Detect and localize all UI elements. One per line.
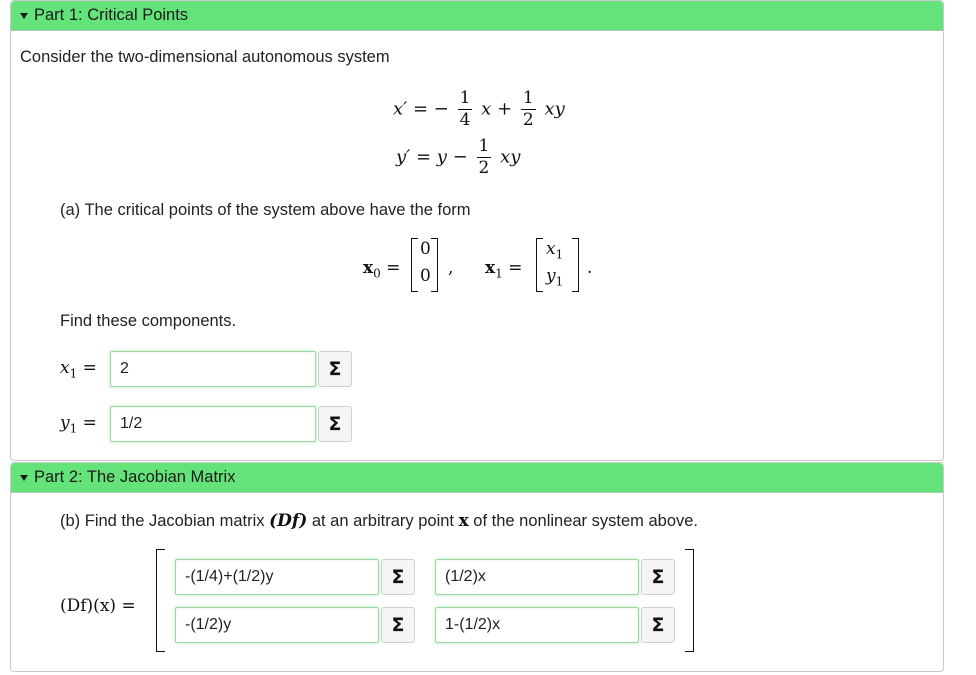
jacobian-entry-1-1-sigma-icon[interactable]: Σ: [381, 559, 415, 595]
jacobian-entry-2-2-input[interactable]: [435, 607, 639, 643]
x0-right-bracket: [431, 238, 438, 292]
jacobian-entry-1-1-input[interactable]: [175, 559, 379, 595]
equation-y-prime: y′ = y − $\frac{1}{2}$ xy: [396, 136, 521, 178]
x1-right-bracket: [572, 238, 579, 292]
part-1-title: Part 1: Critical Points: [34, 6, 189, 24]
y1-equation-editor-sigma-icon[interactable]: Σ: [318, 406, 352, 442]
x1-answer-input[interactable]: [110, 351, 316, 387]
x1-label: $x_1$ =: [485, 258, 523, 281]
collapse-caret-icon[interactable]: [20, 475, 28, 481]
jacobian-entry-1-2-sigma-icon[interactable]: Σ: [641, 559, 675, 595]
question-a-text: (a) The critical points of the system above have the form: [60, 201, 471, 219]
x0-component-2: 0: [420, 266, 431, 286]
x0-left-bracket: [411, 238, 418, 292]
collapse-caret-icon[interactable]: [20, 13, 28, 19]
jacobian-entry-2-1-input[interactable]: [175, 607, 379, 643]
vector-separator: ,: [448, 258, 454, 278]
x0-label: $x_0$ =: [363, 258, 401, 281]
jacobian-entry-2-1-sigma-icon[interactable]: Σ: [381, 607, 415, 643]
x0-component-1: 0: [420, 239, 431, 259]
part-2-header[interactable]: [11, 463, 943, 493]
intro-text: Consider the two-dimensional autonomous system: [20, 48, 390, 66]
jacobian-entry-2-2-sigma-icon[interactable]: Σ: [641, 607, 675, 643]
matrix-left-bracket: [156, 549, 165, 652]
jacobian-lhs: (Df)(x) =: [60, 596, 136, 616]
part-1-panel: [10, 0, 944, 461]
x1-component-2: $y_1$: [546, 266, 564, 289]
jacobian-entry-1-2-input[interactable]: [435, 559, 639, 595]
equation-x-prime: x′ = − $\frac{1}{4}$ x + $\frac{1}{2}$ xy: [393, 88, 565, 130]
vector-period: .: [587, 258, 593, 278]
matrix-right-bracket: [685, 549, 694, 652]
find-components-text: Find these components.: [60, 312, 237, 330]
x1-left-bracket: [536, 238, 543, 292]
question-b-text: (b) Find the Jacobian matrix (Df) at an arbitrary point x of the nonlinear system above.: [60, 511, 699, 531]
y1-answer-label: $y_1$ =: [60, 413, 97, 436]
part-1-header[interactable]: [11, 1, 943, 31]
x1-equation-editor-sigma-icon[interactable]: Σ: [318, 351, 352, 387]
part-2-title: Part 2: The Jacobian Matrix: [34, 468, 236, 486]
x1-component-1: $x_1$: [546, 239, 564, 262]
y1-answer-input[interactable]: [110, 406, 316, 442]
x1-answer-label: $x_1$ =: [60, 358, 97, 381]
